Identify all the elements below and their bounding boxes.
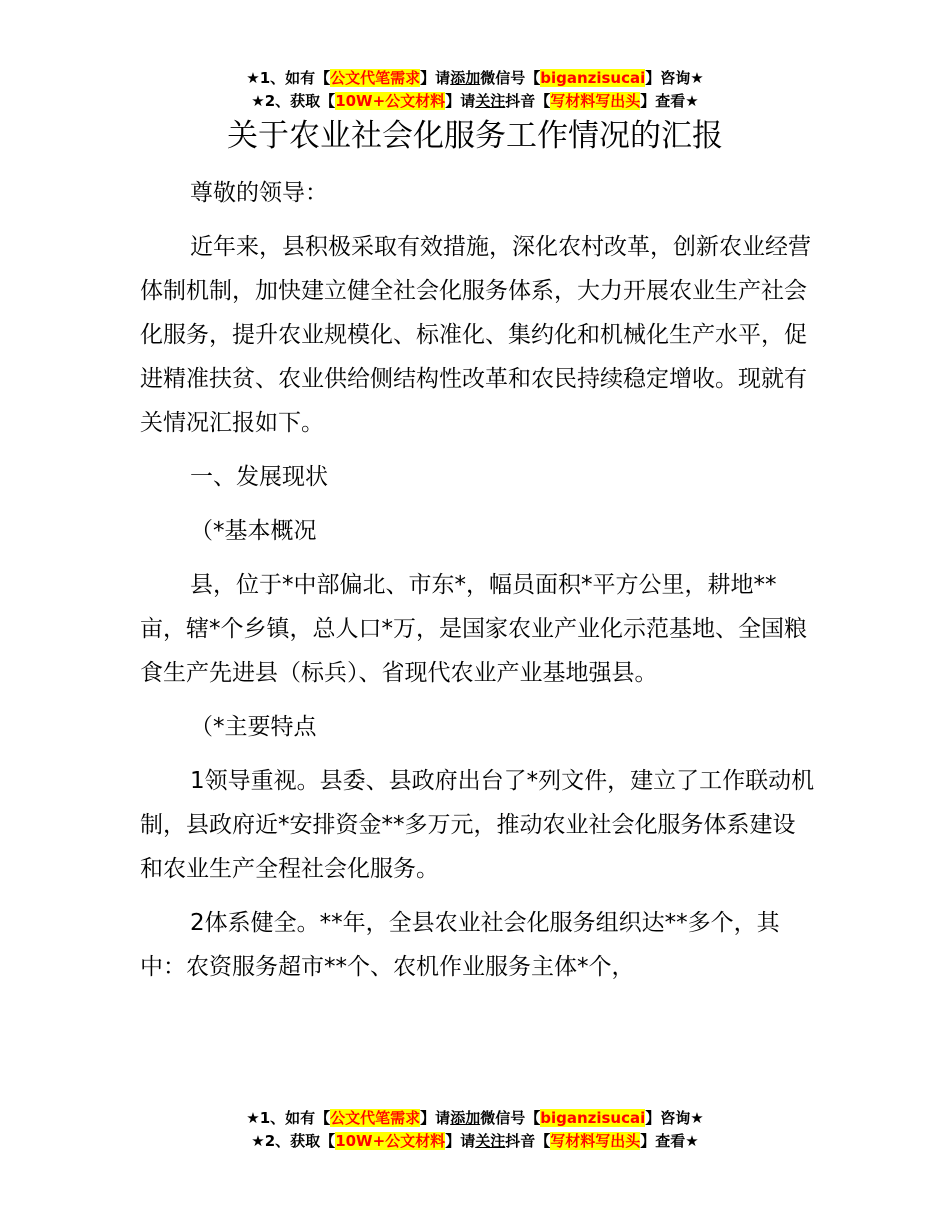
banner-text: 】请 — [420, 1109, 451, 1127]
highlight-service: 公文代笔需求 — [330, 1109, 421, 1127]
highlight-douyin-id: 写材料写出头 — [550, 1132, 641, 1150]
highlight-service: 公文代笔需求 — [330, 69, 421, 87]
underlined-text: 添加 — [450, 1109, 481, 1127]
header-banner — [0, 67, 950, 113]
highlight-douyin-id: 写材料写出头 — [550, 92, 641, 110]
point-paragraph: 2体系健全。**年，全县农业社会化服务组织达**多个，其中：农资服务超市**个、农机作业服务主体*个， — [140, 910, 780, 980]
banner-text: 微信号【 — [480, 1109, 541, 1127]
banner-text: ★1、如有【 — [246, 1109, 331, 1127]
document-title: 关于农业社会化服务工作情况的汇报 — [227, 118, 723, 154]
salutation: 尊敬的领导： — [190, 180, 328, 206]
banner-text: ★1、如有【 — [246, 69, 331, 87]
banner-text: 抖音【 — [505, 1132, 551, 1150]
banner-text: 抖音【 — [505, 92, 551, 110]
highlight-materials: 10W+公文材料 — [335, 92, 446, 110]
banner-text: 】咨询★ — [645, 69, 704, 87]
subsection-heading: （*基本概况 — [190, 518, 317, 544]
banner-text: 】查看★ — [640, 1132, 699, 1150]
highlight-materials: 10W+公文材料 — [335, 1132, 446, 1150]
underlined-text: 添加 — [450, 69, 481, 87]
document-body — [140, 171, 815, 989]
banner-text: ★2、获取【 — [251, 92, 336, 110]
point-paragraph: 1领导重视。县委、县政府出台了*列文件，建立了工作联动机制，县政府近*安排资金**多万元，推动农业社会化服务体系建设和农业生产全程社会化服务。 — [140, 768, 815, 882]
overview-paragraph: 县，位于*中部偏北、市东*，幅员面积*平方公里，耕地**亩，辖*个乡镇，总人口*万，是国家农业产业化示范基地、全国粮食生产先进县（标兵）、省现代农业产业基地强县。 — [140, 572, 807, 686]
banner-text: 微信号【 — [480, 69, 541, 87]
footer-banner-line-2 — [0, 1130, 950, 1153]
header-banner-line-2 — [0, 90, 950, 113]
subsection-heading: （*主要特点 — [190, 714, 317, 740]
footer-banner — [0, 1107, 950, 1153]
banner-text: 】请 — [445, 92, 476, 110]
banner-text: 】请 — [445, 1132, 476, 1150]
highlight-wechat-id: biganzisucai — [540, 69, 646, 87]
header-banner-line-1 — [0, 67, 950, 90]
banner-text: 】请 — [420, 69, 451, 87]
banner-text: 】查看★ — [640, 92, 699, 110]
banner-text: 】咨询★ — [645, 1109, 704, 1127]
section-heading: 一、发展现状 — [190, 464, 328, 490]
underlined-text: 关注 — [475, 1132, 506, 1150]
banner-text: ★2、获取【 — [251, 1132, 336, 1150]
intro-paragraph: 近年来，县积极采取有效措施，深化农村改革，创新农业经营体制机制，加快建立健全社会化服务体系，大力开展农业生产社会化服务，提升农业规模化、标准化、集约化和机械化生产水平，促进精准扶贫、农业供给侧结构性改革和农民持续稳定增收。现就有关情况汇报如下。 — [140, 234, 811, 436]
footer-banner-line-1 — [0, 1107, 950, 1130]
highlight-wechat-id: biganzisucai — [540, 1109, 646, 1127]
underlined-text: 关注 — [475, 92, 506, 110]
